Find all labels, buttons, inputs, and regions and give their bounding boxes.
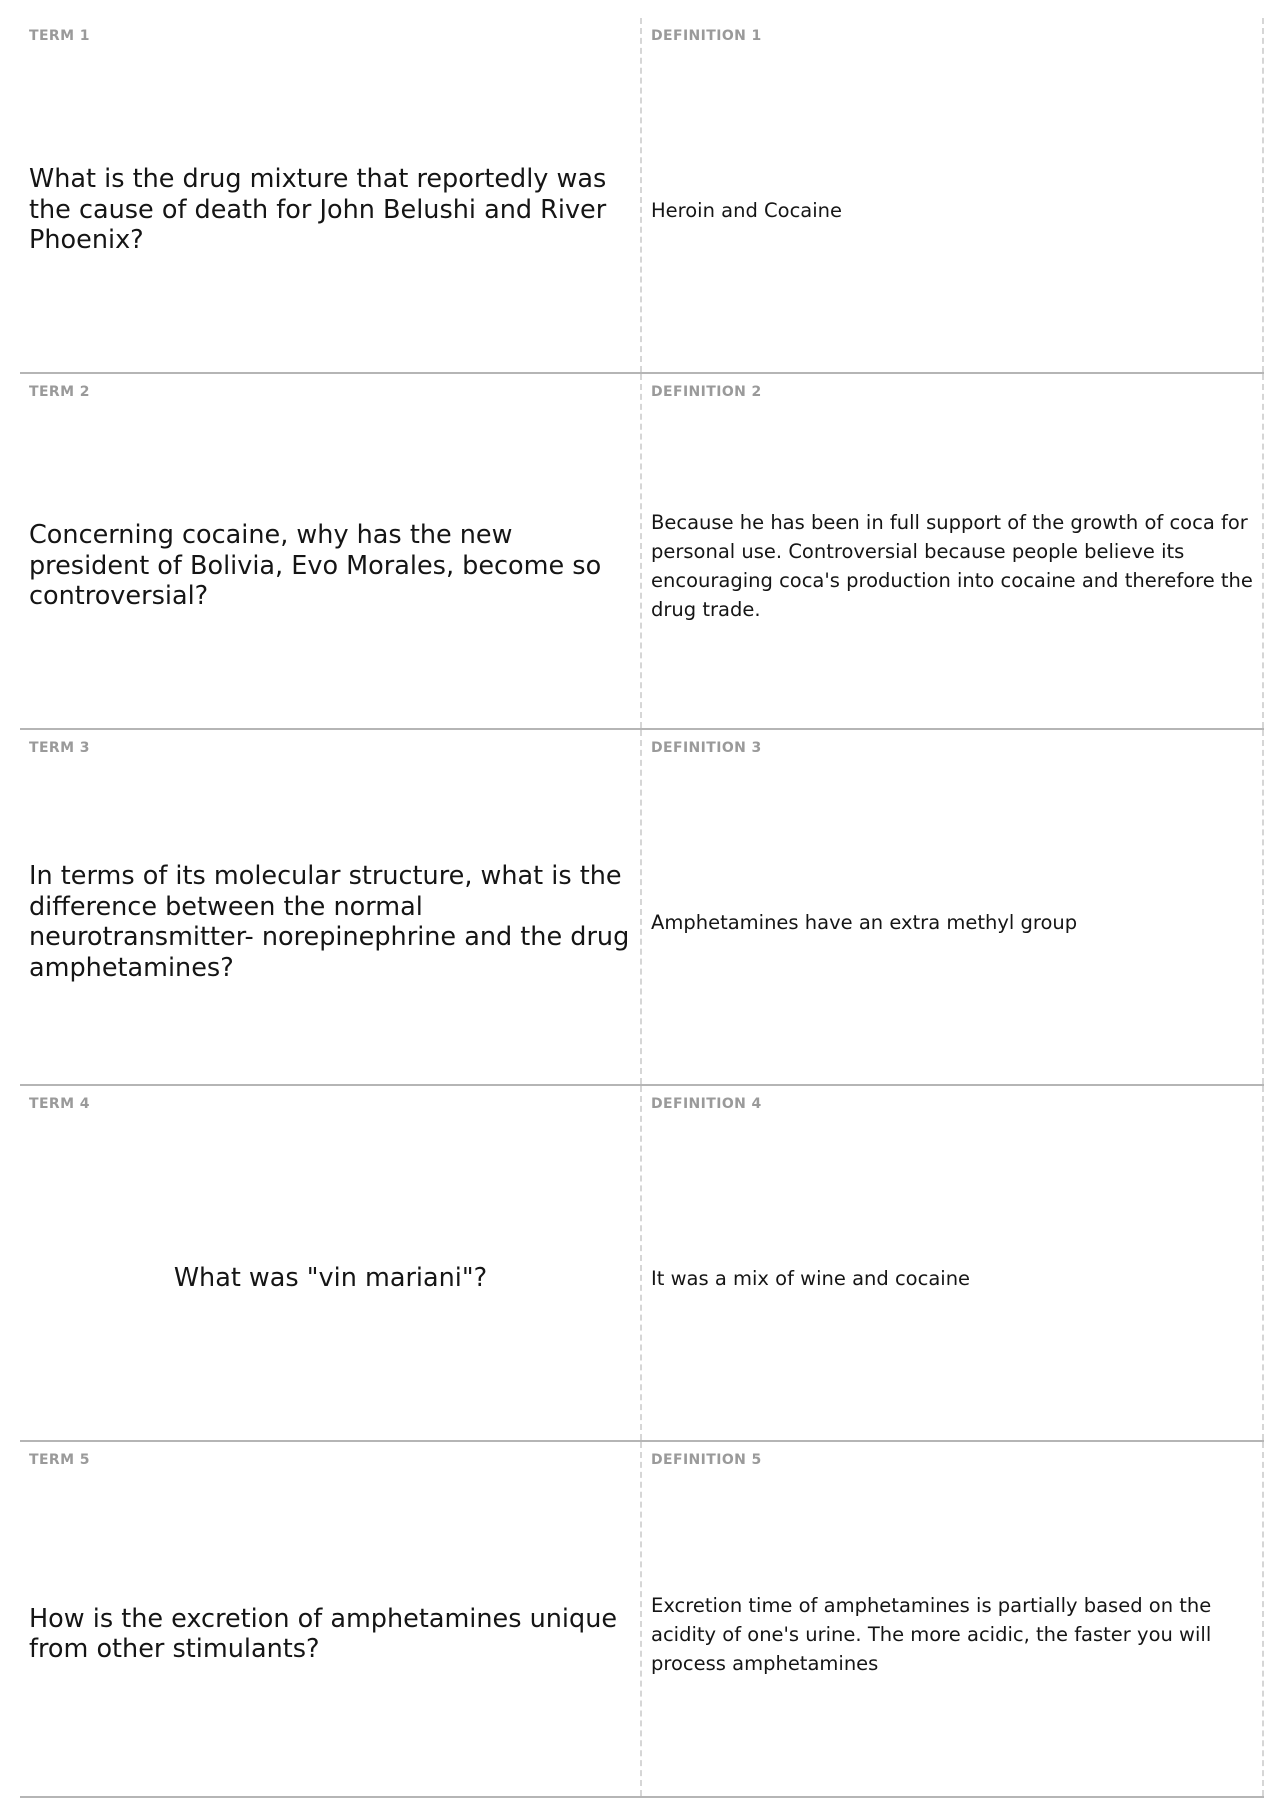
definition-cell-1 [642,18,1264,372]
definition-label-3: DEFINITION 3 [651,740,762,756]
term-cell-2 [20,374,642,728]
definition-label-1: DEFINITION 1 [651,28,762,44]
flashcard-row-3 [20,730,1264,1086]
term-text-4: What was "vin mariani"? [173,1262,488,1293]
term-label-2: TERM 2 [29,384,90,400]
flashcard-sheet [20,18,1264,1798]
definition-cell-3 [642,730,1264,1084]
term-cell-1 [20,18,642,372]
term-label-4: TERM 4 [29,1096,90,1112]
definition-label-2: DEFINITION 2 [651,384,762,400]
definition-text-2: Because he has been in full support of the growth of coca for personal use. Controversial because people believe its encouraging coca's production into cocaine and therefore the drug trade. [651,511,1253,621]
definition-text-5: Excretion time of amphetamines is partially based on the acidity of one's urine. The more acidic, the faster you will process amphetamines [651,1593,1212,1675]
term-text-3: In terms of its molecular structure, what is the difference between the normal neurotransmitter- norepinephrine and the drug amphetamines? [29,861,630,983]
term-text-2: Concerning cocaine, why has the new president of Bolivia, Evo Morales, become so controversial? [29,520,602,612]
definition-cell-5 [642,1442,1264,1796]
definition-cell-2 [642,374,1264,728]
term-label-1: TERM 1 [29,28,90,44]
term-cell-3 [20,730,642,1084]
term-label-5: TERM 5 [29,1452,90,1468]
flashcard-row-1 [20,18,1264,374]
term-cell-5 [20,1442,642,1796]
definition-label-4: DEFINITION 4 [651,1096,762,1112]
definition-text-3: Amphetamines have an extra methyl group [651,910,1078,934]
flashcard-row-2 [20,374,1264,730]
term-text-1: What is the drug mixture that reportedly was the cause of death for John Belushi and River Phoenix? [29,164,607,256]
term-text-5: How is the excretion of amphetamines unique from other stimulants? [29,1603,618,1664]
definition-label-5: DEFINITION 5 [651,1452,762,1468]
definition-cell-4 [642,1086,1264,1440]
flashcard-row-5 [20,1442,1264,1798]
term-label-3: TERM 3 [29,740,90,756]
definition-text-1: Heroin and Cocaine [651,198,843,222]
definition-text-4: It was a mix of wine and cocaine [651,1266,971,1290]
term-cell-4 [20,1086,642,1440]
flashcard-row-4 [20,1086,1264,1442]
